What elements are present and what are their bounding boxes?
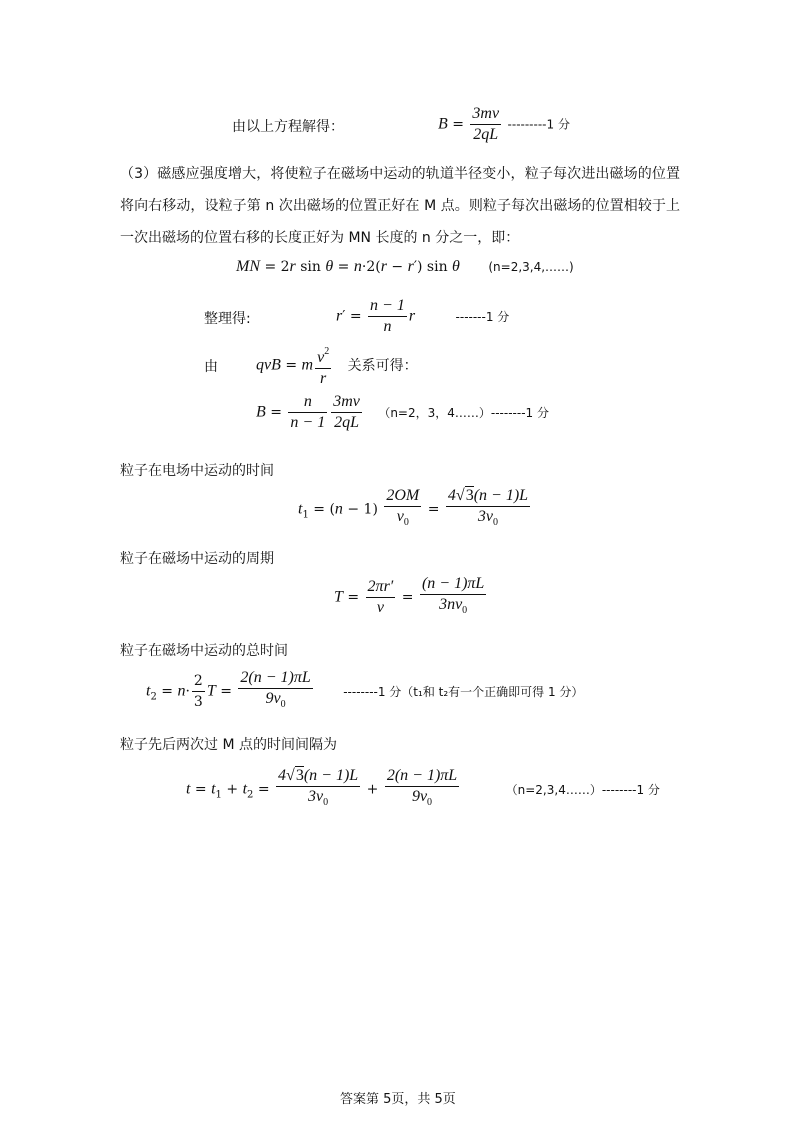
interval-label: 粒子先后两次过 M 点的时间间隔为	[120, 737, 337, 753]
mn-condition: (n=2,3,4,……)	[488, 260, 574, 274]
b-condition-score: （n=2，3，4……）--------1 分	[378, 405, 549, 420]
e-time-label: 粒子在电场中运动的时间	[120, 463, 274, 479]
score-1: ---------1 分	[507, 117, 570, 132]
equation-mn: MN = 2r sin θ = n·2(r − r′) sin θ (n=2,3,4,……)	[236, 258, 574, 275]
equation-b-general: B = $\frac{n}{n - 1}$ $\frac{3mv}{2qL}$ （n=2，3，4……）--------1 分	[256, 393, 549, 431]
final-condition-score: （n=2,3,4……）--------1 分	[505, 782, 660, 797]
equation-t2: $t_2 = n\cdot$ $\frac{2}{3}$ T = $\frac{2(n - 1)\pi L}{9v_0}$ --------1 分（t₁和 t₂有一个正确即可得 1 分）	[146, 669, 584, 710]
equation-period: T = $\frac{2\pi r'}{v}$ = $\frac{(n - 1)\pi L}{3nv_0}$	[334, 575, 485, 616]
page-footer: 答案第 5页，共 5页	[340, 1092, 456, 1107]
from-label: 由	[204, 359, 218, 375]
equation-b-result: B = $\frac{3mv}{2qL}$ ---------1 分	[438, 105, 570, 143]
equation-r-prime: r′ = $\frac{n - 1}{n}$ r -------1 分	[336, 297, 510, 335]
arrange-label: 整理得:	[204, 311, 251, 327]
part3-paragraph: （3）磁感应强度增大，将使粒子在磁场中运动的轨道半径变小，粒子每次进出磁场的位置将向右移动，设粒子第 n 次出磁场的位置正好在 M 点。则粒子每次出磁场的位置相较于上一次出磁场的位置右移的长度正好为 MN 长度的 n 分之一，即：	[120, 166, 680, 246]
total-time-label: 粒子在磁场中运动的总时间	[120, 643, 288, 659]
period-label: 粒子在磁场中运动的周期	[120, 551, 274, 567]
t2-score-note: --------1 分（t₁和 t₂有一个正确即可得 1 分）	[343, 684, 584, 699]
solve-label: 由以上方程解得：	[232, 119, 344, 135]
score-2: -------1 分	[455, 309, 510, 324]
equation-lorentz: qvB = m $\frac{v^2}{r}$ 关系可得：	[256, 342, 418, 389]
relation-label: 关系可得：	[347, 357, 418, 374]
equation-interval: $t = t_1 + t_2$ = $\frac{4√3(n - 1)L}{3v_0}$ + $\frac{2(n - 1)\pi L}{9v_0}$ （n=2,3,4……）--------1 分	[186, 767, 660, 808]
equation-t1: $t_1 = (n - 1)$ $\frac{2OM}{v_0}$ = $\frac{4√3(n - 1)L}{3v_0}$	[298, 487, 529, 528]
